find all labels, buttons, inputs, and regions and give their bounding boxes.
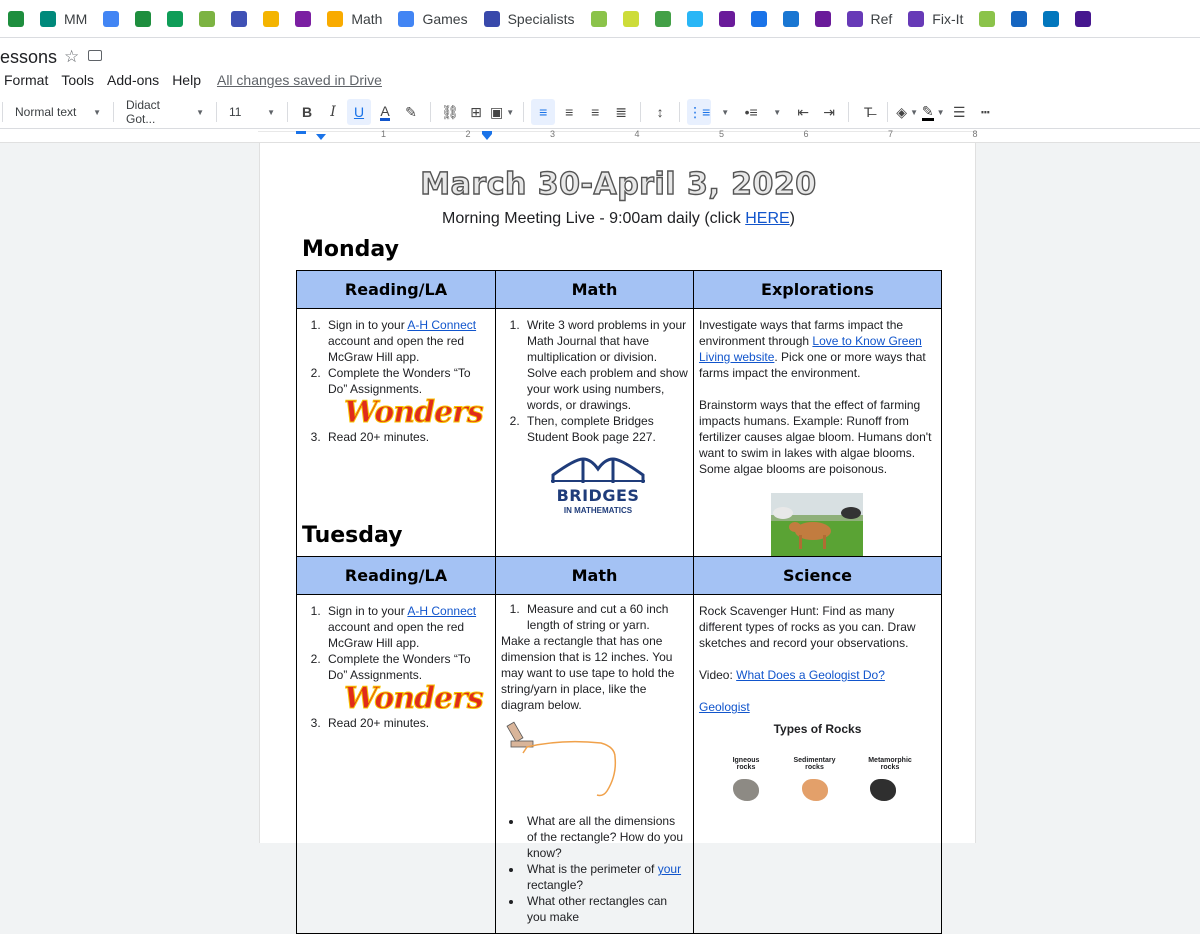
list-item: 3. Read 20+ minutes. — [324, 715, 490, 731]
r-icon — [783, 11, 799, 27]
saved-status[interactable]: All changes saved in Drive — [216, 72, 382, 88]
list-item: 2. Complete the Wonders “To Do” Assignments. — [324, 651, 490, 683]
list-item: 1. Measure and cut a 60 inch length of string or yarn. — [523, 601, 688, 633]
list-item: 3. Read 20+ minutes. — [324, 429, 490, 445]
rock-type-labels — [699, 757, 936, 771]
doc-header — [0, 38, 1200, 96]
igneous-rock-image — [733, 779, 759, 801]
bookmark-8[interactable] — [287, 5, 319, 33]
list-item — [324, 317, 490, 365]
lotus-icon — [231, 11, 247, 27]
tuesday-header-science: Science — [694, 557, 942, 595]
monday-reading-list-cont — [302, 429, 490, 445]
docs-icon — [103, 11, 119, 27]
bookmark-16[interactable] — [711, 5, 743, 33]
justify-icon[interactable]: ≣ — [615, 103, 628, 120]
bookmark-label: Ref — [870, 10, 893, 27]
tuesday-table — [296, 556, 942, 934]
list-text: What is the perimeter of — [527, 862, 658, 876]
numbered-list-dropdown[interactable]: ▼ — [721, 107, 730, 117]
bookmark-9[interactable] — [319, 5, 390, 33]
decrease-indent-icon[interactable]: ⇤ — [797, 103, 810, 120]
menu-format[interactable]: Format — [4, 72, 49, 88]
wonders-logo: Wonders — [344, 681, 483, 716]
bold-button[interactable]: B — [301, 104, 313, 120]
bridge-icon — [551, 455, 645, 485]
science-para: Rock Scavenger Hunt: Find as many different types of rocks as you can. Draw sketches and record your observations. — [699, 604, 916, 650]
loop-icon — [815, 11, 831, 27]
bookmark-23[interactable] — [1003, 5, 1035, 33]
bookmark-13[interactable] — [615, 5, 647, 33]
list-item: 2. Then, complete Bridges Student Book page 227. — [523, 413, 688, 445]
ruler-number: 3 — [550, 129, 556, 139]
menubar — [4, 72, 395, 88]
bulleted-list-dropdown[interactable]: ▼ — [773, 107, 782, 117]
hangouts-icon — [167, 11, 183, 27]
leaf-icon — [655, 11, 671, 27]
cow-photo — [771, 493, 863, 559]
list-text: Sign in to your — [328, 318, 408, 332]
right-indent-marker[interactable] — [482, 134, 492, 140]
bookmark-11[interactable] — [476, 5, 583, 33]
bookmarks-bar — [0, 0, 1200, 38]
bookmark-3[interactable] — [127, 5, 159, 33]
comment-icon[interactable]: ⊞ — [470, 103, 482, 120]
list-item: 1. Write 3 word problems in your Math Journal that have multiplication or division. Solve each problem and show your work using numbers, words, or drawings. — [523, 317, 688, 413]
bulleted-list-icon[interactable]: •≡ — [744, 104, 758, 120]
tuesday-science-cell[interactable] — [694, 595, 942, 934]
page-title: March 30-April 3, 2020 — [420, 167, 817, 202]
bookmark-10[interactable] — [390, 5, 475, 33]
fill-color-icon[interactable]: ◈ ▼ — [896, 103, 918, 120]
bookmark-25[interactable] — [1067, 5, 1099, 33]
video-label: Video: — [699, 668, 737, 682]
increase-indent-icon[interactable]: ⇥ — [823, 103, 836, 120]
tuesday-header-math: Math — [496, 557, 694, 595]
para-text: . Pick one or more ways that farms impact the environment. — [699, 350, 926, 380]
list-text: rectangle? — [527, 878, 584, 892]
bookmark-21[interactable] — [900, 5, 971, 33]
explorations-para-1 — [699, 317, 936, 381]
font-size-select[interactable] — [223, 99, 281, 125]
tuesday-reading-list-cont — [302, 715, 490, 731]
target-icon — [687, 11, 703, 27]
sedimentary-label: Sedimentary rocks — [793, 757, 836, 771]
numbered-list-icon[interactable]: ⋮≡ — [687, 99, 711, 125]
string-diagram — [501, 713, 631, 801]
bookmark-0[interactable] — [0, 5, 32, 33]
underline-button[interactable]: U — [347, 99, 371, 125]
font-value: Didact Got... — [126, 98, 161, 126]
monday-math-cell[interactable] — [496, 309, 694, 572]
tile-icon — [591, 11, 607, 27]
list-item — [324, 603, 490, 651]
video-line — [699, 667, 936, 683]
list-text: account and open the red McGraw Hill app. — [328, 334, 465, 364]
image-icon[interactable]: ▣ ▼ — [490, 103, 515, 120]
page-subtitle — [260, 210, 977, 228]
docs-icon — [398, 11, 414, 27]
drive-icon — [327, 11, 343, 27]
clear-formatting-icon[interactable]: T̶ — [863, 104, 873, 120]
ruler-number: 8 — [972, 129, 978, 139]
chat-icon — [135, 11, 151, 27]
bookmark-label: MM — [64, 10, 88, 27]
text-color-button[interactable]: A — [380, 102, 390, 119]
list-item: 2. Complete the Wonders “To Do” Assignments. — [324, 365, 490, 397]
monday-math-list — [501, 317, 688, 445]
right-tab-marker[interactable] — [482, 131, 492, 134]
rock-images — [699, 779, 936, 801]
bookmark-18[interactable] — [775, 5, 807, 33]
monday-reading-list — [302, 317, 490, 397]
left-indent-marker[interactable] — [316, 134, 326, 140]
green-living-link[interactable]: Love to Know Green Living website — [699, 334, 922, 364]
doc-title[interactable]: essons — [0, 47, 58, 67]
monday-header-explorations: Explorations — [694, 271, 942, 309]
subtitle-text: Morning Meeting Live - 9:00am daily (click — [441, 210, 746, 227]
your-link[interactable]: your — [657, 862, 682, 876]
align-right-icon[interactable]: ≡ — [591, 104, 600, 120]
para-text: Investigate ways that farms impact the environment through — [699, 318, 904, 348]
forms-icon — [908, 11, 924, 27]
tuesday-header-reading: Reading/LA — [297, 557, 496, 595]
list-item: • What are all the dimensions of the rectangle? How do you know? — [523, 813, 688, 861]
rocks-diagram-title: Types of Rocks — [773, 722, 862, 736]
classroom-icon — [8, 11, 24, 27]
subtitle-close: ) — [789, 210, 795, 227]
list-text: account and open the red McGraw Hill app. — [328, 620, 465, 650]
ruler-number: 5 — [719, 129, 725, 139]
pear-icon — [295, 11, 311, 27]
ruler-number: 4 — [634, 129, 640, 139]
geologist-video-link[interactable]: What Does a Geologist Do? — [736, 668, 885, 682]
style-value: Normal text — [15, 105, 77, 119]
slides-icon — [263, 11, 279, 27]
tuesday-heading: Tuesday — [302, 523, 403, 548]
font-size-value: 11 — [229, 105, 242, 119]
bookmark-20[interactable] — [839, 5, 901, 33]
monday-header-math: Math — [496, 271, 694, 309]
bookmark-6[interactable] — [223, 5, 255, 33]
geologist-link[interactable]: Geologist — [699, 700, 750, 714]
tuesday-reading-cell[interactable] — [297, 595, 496, 934]
highlight-icon[interactable]: ✎ — [405, 103, 417, 120]
ixl-icon — [623, 11, 639, 27]
align-center-icon[interactable]: ≡ — [565, 104, 574, 120]
metamorphic-label: Metamorphic rocks — [868, 757, 912, 771]
document-canvas — [0, 143, 1200, 924]
bookmark-label: Math — [351, 10, 383, 27]
bookmark-4[interactable] — [159, 5, 191, 33]
metamorphic-rock-image — [870, 779, 896, 801]
menu-help[interactable]: Help — [172, 72, 201, 88]
tuesday-math-questions — [501, 813, 688, 925]
bookmark-label: Fix-It — [932, 10, 964, 27]
forms-icon — [847, 11, 863, 27]
ruler-number: 2 — [465, 129, 471, 139]
globe-icon — [1011, 11, 1027, 27]
shuffle-icon — [751, 11, 767, 27]
list-item — [523, 861, 688, 893]
tuesday-math-list — [501, 601, 688, 633]
style-select[interactable] — [9, 99, 107, 125]
bookmark-24[interactable] — [1035, 5, 1067, 33]
border-color-icon[interactable]: ✎ ▼ — [921, 102, 945, 119]
ruler-number: 1 — [381, 129, 387, 139]
menu-add-ons[interactable]: Add-ons — [107, 72, 160, 88]
document-page[interactable] — [259, 143, 976, 924]
italic-button[interactable]: I — [330, 104, 336, 120]
bookmark-5[interactable] — [191, 5, 223, 33]
line-spacing-icon[interactable]: ↕ — [656, 104, 664, 120]
bookmark-label: Specialists — [507, 10, 575, 27]
link-icon[interactable]: ⛓ — [441, 103, 459, 120]
bookmark-7[interactable] — [255, 5, 287, 33]
chevron-down-icon: ▼ — [93, 107, 101, 117]
bridges-logo — [551, 455, 645, 519]
bookmark-1[interactable] — [32, 5, 95, 33]
igneous-label: Igneous rocks — [732, 757, 760, 771]
bookmark-label: Games — [422, 10, 468, 27]
font-select[interactable] — [120, 99, 210, 125]
explorations-para-2: Brainstorm ways that the effect of farming impacts humans. Example: Runoff from fertilizer causes algae bloom. Humans don't want to swim in lakes with algae blooms. Some algae blooms are poisonous. — [699, 398, 932, 476]
sedimentary-rock-image — [802, 779, 828, 801]
first-line-indent-marker[interactable] — [296, 131, 306, 134]
bridges-title: BRIDGES — [556, 486, 640, 505]
bookmark-2[interactable] — [95, 5, 127, 33]
pacman-icon — [979, 11, 995, 27]
ruler-number: 7 — [888, 129, 894, 139]
list-text: Sign in to your — [328, 604, 408, 618]
formatting-toolbar — [0, 96, 1200, 129]
loop-icon — [719, 11, 735, 27]
chevron-down-icon: ▼ — [196, 107, 204, 117]
menu-tools[interactable]: Tools — [61, 72, 95, 88]
bookmark-15[interactable] — [679, 5, 711, 33]
bookmark-22[interactable] — [971, 5, 1003, 33]
wonders-logo: Wonders — [344, 395, 483, 430]
ruler-number: 6 — [803, 129, 809, 139]
bookmark-19[interactable] — [807, 5, 839, 33]
geologist-line — [699, 699, 936, 715]
list-item: • What other rectangles can you make — [523, 893, 688, 925]
move-folder-icon[interactable] — [88, 50, 102, 61]
border-width-icon[interactable]: ☰ — [952, 103, 966, 120]
chevron-down-icon: ▼ — [267, 107, 275, 117]
sites-icon — [484, 11, 500, 27]
kahoot-icon — [1075, 11, 1091, 27]
math-instructions: Make a rectangle that has one dimension that is 12 inches. You may want to use tape to hold the string/yarn in place, like the diagram below. — [501, 634, 675, 712]
here-link[interactable]: HERE — [745, 210, 790, 227]
bridges-subtitle: IN MATHEMATICS — [563, 506, 633, 515]
ruler — [0, 129, 1200, 143]
tuesday-reading-list — [302, 603, 490, 683]
star-icon[interactable]: ☆ — [64, 47, 80, 66]
bookmark-17[interactable] — [743, 5, 775, 33]
border-dash-icon[interactable]: ┅ — [980, 103, 990, 120]
bookmark-12[interactable] — [583, 5, 615, 33]
monday-explorations-cell[interactable] — [694, 309, 942, 572]
align-left-icon[interactable]: ≡ — [531, 99, 555, 125]
ah-connect-link[interactable]: A-H Connect — [407, 604, 477, 618]
ruler-track — [258, 131, 976, 141]
monday-heading: Monday — [302, 237, 399, 262]
bow-icon — [199, 11, 215, 27]
ah-connect-link[interactable]: A-H Connect — [407, 318, 477, 332]
monday-header-reading: Reading/LA — [297, 271, 496, 309]
bookmark-14[interactable] — [647, 5, 679, 33]
edge-icon — [1043, 11, 1059, 27]
tuesday-math-cell[interactable] — [496, 595, 694, 934]
meet-icon — [40, 11, 56, 27]
